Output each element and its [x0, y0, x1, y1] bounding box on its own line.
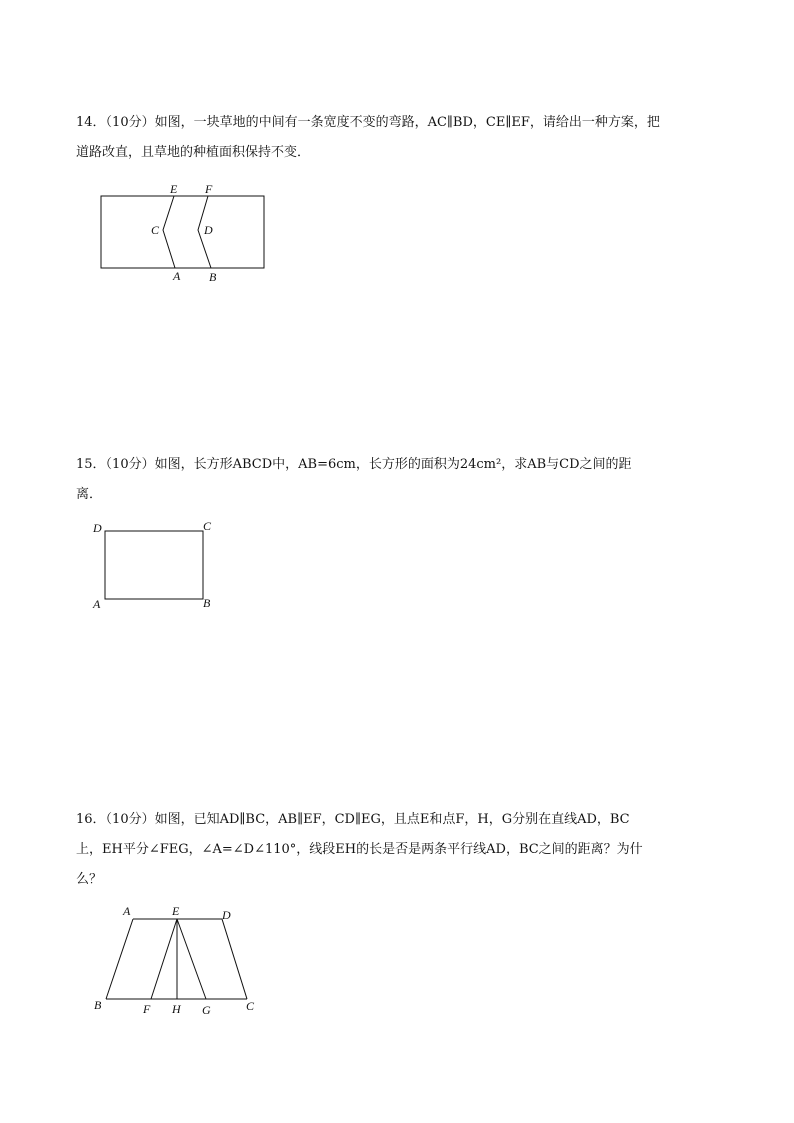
line-EG — [177, 919, 206, 999]
label-H: H — [172, 1002, 181, 1016]
problem-15-line-2: 离． — [76, 487, 103, 502]
problem-15-line-1: 15．（10分）如图，长方形ABCD中，AB=6cm，长方形的面积为24cm²，求AB与CD之间的距 — [76, 457, 632, 472]
label-B: B — [94, 998, 102, 1012]
problem-16-line-3: 么？ — [76, 872, 103, 887]
problem-14 — [76, 108, 726, 168]
problem-16-line-2: 上，EH平分∠FEG，∠A=∠D∠110°，线段EH的长是否是两条平行线AD，BC之间的距离？为什 — [76, 842, 643, 857]
label-E: E — [172, 904, 180, 918]
problem-15 — [76, 450, 726, 510]
label-D: D — [93, 521, 102, 535]
grass-field-rect — [101, 196, 264, 268]
label-A: A — [93, 597, 101, 611]
rectangle-ABCD — [105, 531, 203, 599]
label-D: D — [222, 908, 231, 922]
label-C: C — [246, 999, 255, 1013]
problem-15-figure — [88, 515, 223, 615]
problem-14-line-1: 14．（10分）如图，一块草地的中间有一条宽度不变的弯路，AC∥BD，CE∥EF，请给出一种方案，把 — [76, 115, 660, 130]
label-F: F — [205, 182, 213, 196]
label-D: D — [204, 223, 213, 237]
line-AB — [106, 919, 133, 999]
problem-16-figure — [90, 900, 265, 1020]
label-C: C — [203, 519, 212, 533]
problem-14-figure — [90, 180, 280, 285]
label-A: A — [123, 904, 131, 918]
road-left-edge — [163, 196, 175, 268]
label-G: G — [202, 1003, 211, 1017]
problem-16 — [76, 805, 726, 895]
line-DC — [222, 919, 247, 999]
line-EF — [151, 919, 177, 999]
problem-16-line-1: 16．（10分）如图，已知AD∥BC，AB∥EF，CD∥EG，且点E和点F，H，G分别在直线AD，BC — [76, 812, 630, 827]
problem-14-line-2: 道路改直，且草地的种植面积保持不变． — [76, 145, 311, 160]
label-C: C — [151, 223, 160, 237]
label-A: A — [173, 269, 181, 283]
label-E: E — [170, 182, 178, 196]
label-B: B — [203, 596, 211, 610]
label-B: B — [209, 270, 217, 284]
label-F: F — [143, 1002, 151, 1016]
